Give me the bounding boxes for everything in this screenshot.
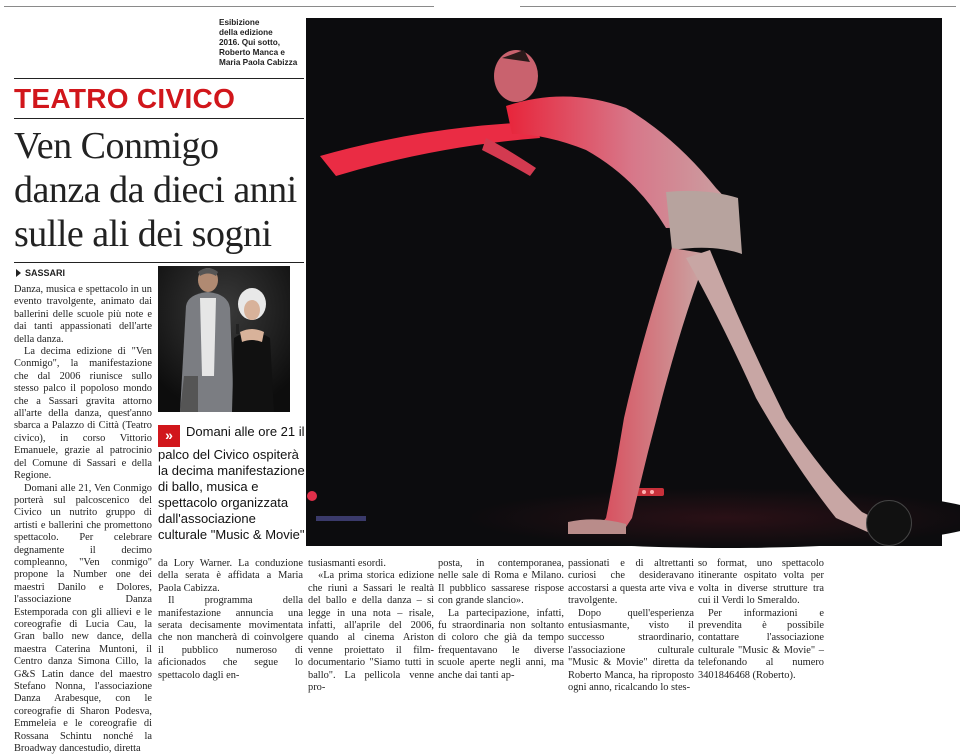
caption-line: Maria Paola Cabizza bbox=[219, 58, 309, 68]
paragraph: Dopo quell'esperienza entusiasmante, visto il successo straordinario, l'associazione culturale "Music & Movie" diretta da Roberto Manca, ha riproposto ogni anno, ricalcando lo stes- bbox=[568, 608, 694, 695]
dancer-image bbox=[306, 18, 942, 546]
pull-quote bbox=[158, 424, 308, 543]
publication-logo-icon bbox=[866, 500, 912, 546]
paragraph: passionati e di altrettanti curiosi che desideravano accostarsi a questa arte viva e travolgente. bbox=[568, 558, 694, 608]
paragraph: La partecipazione, infatti, fu straordinaria non soltanto di coloro che già da tempo frequentavano le diverse scuole aperte negli anni, ma anche dai tanti ap- bbox=[438, 608, 564, 682]
headline-line: Ven Conmigo bbox=[14, 124, 306, 168]
dateline bbox=[16, 268, 65, 278]
paragraph: Domani alle 21, Ven Conmigo porterà sul palcoscenico del Civico un nutrito gruppo di artisti e ballerini che promettono spettacolo. Per celebrare degnamente il decimo compleanno, "Ven conmigo" propone la Number one dei maestri Danilo e Dolores, l'associazione Danza Estemporada con gli allievi e le coreografie di Lucia Cau, la Gran ballo new dance, della maestra Caterina Muntoni, il Centro danza Simona Cillo, la G&S Latin dance del maestro Stefano Nonna, l'associazione Danza Arabesque, con le coreografie di Sharon Podesva, Emmeleia e le coreografie di Rossana Schintu nonché la Broadway dancestudio, diretta bbox=[14, 483, 152, 755]
caption-line: Esibizione bbox=[219, 18, 309, 28]
section-kicker: TEATRO CIVICO bbox=[14, 84, 235, 114]
article-column-3 bbox=[308, 558, 434, 656]
caption-line: della edizione bbox=[219, 28, 309, 38]
kicker-rule bbox=[14, 118, 304, 119]
triangle-marker-icon bbox=[16, 269, 21, 277]
photo-caption bbox=[219, 18, 309, 68]
paragraph: La decima edizione di "Ven Conmigo", la manifestazione che dal 2006 riunisce sullo stesso palco il popoloso mondo che a Sassari gravita attorno all'arte della danza, quest'anno sbarca a Palazzo di Città (Teatro civico), in corso Vittorio Emanuele, grazie al patrocinio del Comune di Sassari e della Regione. bbox=[14, 346, 152, 482]
dateline-text: SASSARI bbox=[25, 268, 65, 278]
headline-line: sulle ali dei sogni bbox=[14, 212, 306, 256]
top-rule-left bbox=[4, 6, 434, 7]
article-column-2 bbox=[158, 558, 303, 656]
paragraph: «La prima storica edizione che riunì a Sassari le realtà del ballo e della danza – si legge in una nota – risale, infatti, all'aprile del 2006, quando al cinema Ariston venne proiettato il film-documentario "Siamo tutti in ballo". La pellicola venne pro- bbox=[308, 570, 434, 694]
headline bbox=[14, 124, 306, 256]
paragraph: da Lory Warner. La conduzione della serata è affidata a Maria Paola Cabizza. bbox=[158, 558, 303, 595]
article-column-5 bbox=[568, 558, 694, 656]
article-column-1 bbox=[14, 284, 152, 656]
portrait-photo bbox=[158, 266, 290, 412]
caption-line: Roberto Manca e bbox=[219, 48, 309, 58]
headline-line: danza da dieci anni bbox=[14, 168, 306, 212]
paragraph: posta, in contemporanea, nelle sale di Roma e Milano. Il pubblico sassarese rispose con grande slancio». bbox=[438, 558, 564, 608]
double-chevron-right-icon: » bbox=[158, 425, 180, 447]
article-column-4 bbox=[438, 558, 564, 656]
paragraph: Il programma della manifestazione annuncia una serata decisamente movimentata che non mancherà di coinvolgere il pubblico numeroso di aficionados che segue lo spettacolo dagli en- bbox=[158, 595, 303, 682]
section-rule bbox=[14, 78, 304, 79]
paragraph: Danza, musica e spettacolo in un evento travolgente, animato dai ballerini delle scuole più note e dai tanti appassionati dell'arte della danza. bbox=[14, 284, 152, 346]
paragraph: so format, uno spettacolo itinerante ospitato volta per volta in diverse strutture tra cui il Verdi lo Smeraldo. bbox=[698, 558, 824, 608]
presenters-image bbox=[158, 266, 290, 412]
pull-quote-text: Domani alle ore 21 il palco del Civico ospiterà la decima manifestazione di ballo, musica e spettacolo organizzata dall'associazione culturale "Music & Movie" bbox=[158, 424, 305, 542]
headline-rule bbox=[14, 262, 304, 263]
dancer-photo bbox=[306, 18, 942, 546]
caption-line: 2016. Qui sotto, bbox=[219, 38, 309, 48]
top-rule-right bbox=[520, 6, 956, 7]
paragraph: tusiasmanti esordi. bbox=[308, 558, 434, 570]
paragraph: Per informazioni e prevendita è possibile contattare l'associazione culturale "Music & Movie" – telefonando al numero 3401846468 (Roberto). bbox=[698, 608, 824, 682]
article-column-6 bbox=[698, 558, 824, 656]
